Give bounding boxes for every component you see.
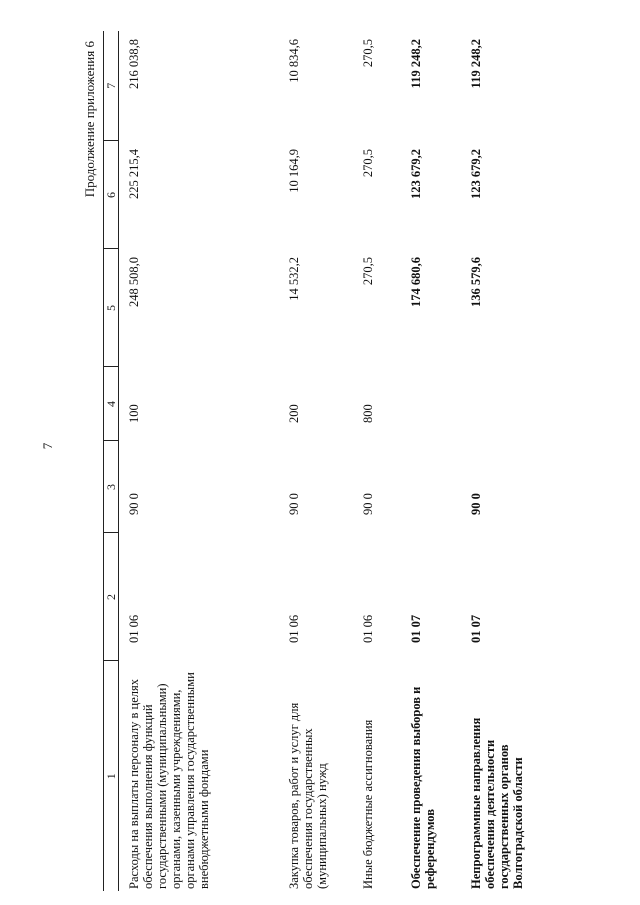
row-name: Непрограммные направления обеспечения деятельности государственных органов Волгоградской области <box>469 717 525 889</box>
row-name: Расходы на выплаты персоналу в целях обеспечения выполнения функций государственными (муниципальными) органами, казенными учреждениями, органами управления государственными внебюджетными фондами <box>127 672 211 889</box>
amount-col-7: 10 834,6 <box>287 39 301 83</box>
amount-col-6: 270,5 <box>361 149 375 178</box>
expense-type-code: 100 <box>127 404 141 423</box>
section-code: 01 06 <box>127 614 141 643</box>
table-row <box>279 31 353 891</box>
amount-col-6: 225 215,4 <box>127 149 141 199</box>
row-name: Иные бюджетные ассигнования <box>361 719 375 889</box>
amount-col-7: 216 038,8 <box>127 39 141 89</box>
program-code: 90 0 <box>287 493 301 515</box>
column-header: 1 <box>104 661 119 891</box>
row-name: Закупка товаров, работ и услуг для обеспечения государственных (муниципальных) нужд <box>287 702 329 889</box>
amount-col-7: 119 248,2 <box>409 39 423 89</box>
column-header: 5 <box>104 249 119 367</box>
section-code: 01 07 <box>409 614 423 643</box>
section-code: 01 07 <box>469 614 483 643</box>
rotated-landscape-page <box>76 31 546 891</box>
amount-col-5: 174 680,6 <box>409 257 423 307</box>
program-code <box>401 441 461 533</box>
program-code: 90 0 <box>469 493 483 515</box>
amount-col-5: 270,5 <box>361 257 375 286</box>
program-code: 90 0 <box>127 493 141 515</box>
expense-type-code <box>401 367 461 441</box>
program-code: 90 0 <box>361 493 375 515</box>
table-row <box>401 31 461 891</box>
expense-type-code <box>461 367 549 441</box>
column-header: 2 <box>104 533 119 661</box>
table-row <box>461 31 549 891</box>
amount-col-7: 270,5 <box>361 39 375 68</box>
amount-col-5: 248 508,0 <box>127 257 141 307</box>
table-row <box>353 31 401 891</box>
expense-type-code: 200 <box>287 404 301 423</box>
table-row <box>119 31 280 891</box>
expense-type-code: 800 <box>361 404 375 423</box>
page-number: 7 <box>40 442 55 450</box>
amount-col-6: 123 679,2 <box>469 149 483 199</box>
column-header: 3 <box>104 441 119 533</box>
table-header-row <box>104 31 119 891</box>
column-header: 7 <box>104 31 119 141</box>
column-header: 6 <box>104 141 119 249</box>
amount-col-7: 119 248,2 <box>469 39 483 89</box>
continuation-note: Продолжение приложения 6 <box>82 41 97 198</box>
section-code: 01 06 <box>287 614 301 643</box>
amount-col-6: 123 679,2 <box>409 149 423 199</box>
budget-table <box>103 31 549 891</box>
amount-col-5: 136 579,6 <box>469 257 483 307</box>
amount-col-5: 14 532,2 <box>287 257 301 301</box>
row-name: Обеспечение проведения выборов и референдумов <box>409 686 437 889</box>
column-header: 4 <box>104 367 119 441</box>
amount-col-6: 10 164,9 <box>287 149 301 193</box>
section-code: 01 06 <box>361 614 375 643</box>
